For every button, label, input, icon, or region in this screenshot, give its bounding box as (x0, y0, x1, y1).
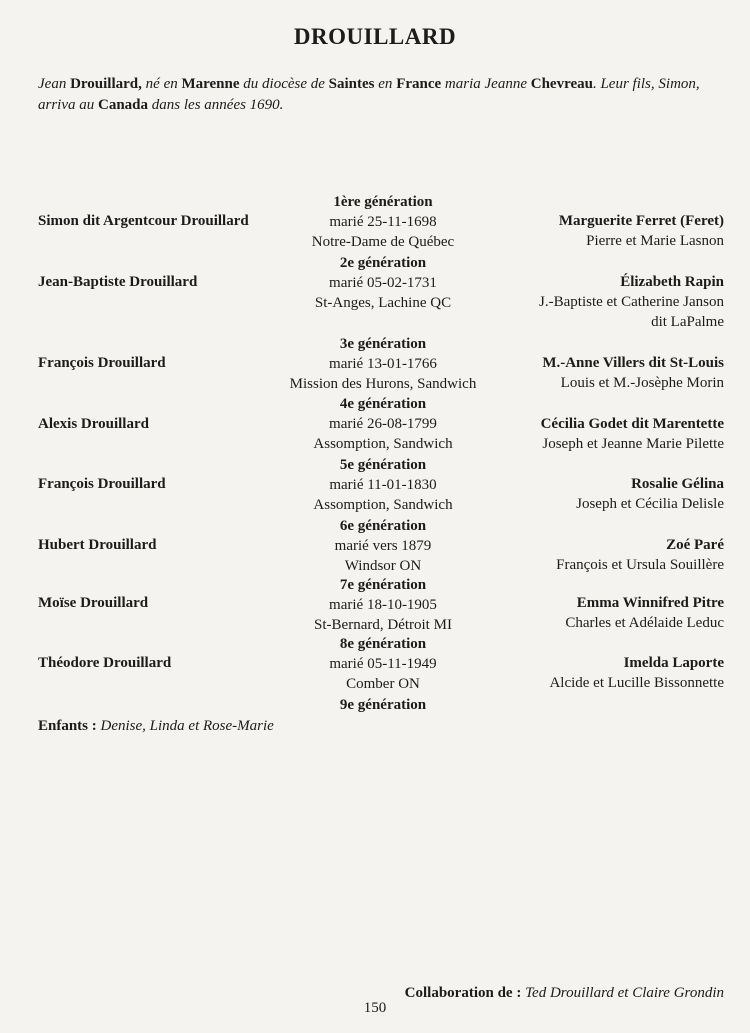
person-name: Simon dit Argentcour Drouillard (38, 213, 249, 229)
page-title: DROUILLARD (293, 24, 457, 49)
marriage-place: Notre-Dame de Québec (311, 234, 455, 250)
intro-bold: Drouillard, (70, 76, 142, 92)
generation-block (268, 455, 498, 515)
marriage-place: St-Anges, Lachine QC (314, 295, 452, 311)
spouse-parents-cont: dit LaPalme (651, 314, 724, 330)
generation-block (268, 695, 498, 715)
marriage-place: Comber ON (346, 676, 420, 692)
spouse-parents: J.-Baptiste et Catherine Janson (539, 294, 724, 310)
person-name: Hubert Drouillard (38, 537, 157, 553)
generation-title: 4e génération (339, 396, 427, 412)
children-line (38, 716, 274, 736)
spouse-block (484, 593, 724, 633)
page-number: 150 (363, 1000, 387, 1016)
spouse-parents: Charles et Adélaide Leduc (565, 615, 724, 631)
marriage-date: marié 26-08-1799 (329, 416, 437, 432)
marriage-date: marié 25-11-1698 (329, 214, 437, 230)
spouse-block (484, 353, 724, 393)
spouse-block (484, 272, 724, 332)
spouse-name: Marguerite Ferret (Feret) (558, 213, 724, 229)
spouse-name: Zoé Paré (666, 537, 724, 553)
generation-title: 2e génération (339, 255, 427, 271)
spouse-block (484, 414, 724, 454)
spouse-parents: François et Ursula Souillère (556, 557, 724, 573)
marriage-date: marié 05-11-1949 (329, 656, 437, 672)
person-name: François Drouillard (38, 476, 166, 492)
spouse-name: M.-Anne Villers dit St-Louis (542, 355, 724, 371)
marriage-date: marié vers 1879 (334, 538, 432, 554)
intro-text: en (374, 76, 397, 92)
generation-block (268, 334, 498, 394)
children-names: Denise, Linda et Rose-Marie (100, 718, 274, 734)
generation-title: 3e génération (339, 336, 427, 352)
person-name: Moïse Drouillard (38, 595, 149, 611)
marriage-date: marié 13-01-1766 (329, 356, 437, 372)
spouse-parents: Joseph et Cécilia Delisle (576, 496, 724, 512)
person-name: Jean-Baptiste Drouillard (38, 274, 198, 290)
intro-text: né en (141, 76, 182, 92)
intro-text: maria Jeanne (441, 76, 531, 92)
marriage-date: marié 18-10-1905 (329, 597, 437, 613)
spouse-block (484, 474, 724, 514)
collaboration-label: Collaboration de : (404, 985, 522, 1001)
generation-block (268, 516, 498, 576)
spouse-name: Rosalie Gélina (631, 476, 724, 492)
spouse-parents: Joseph et Jeanne Marie Pilette (542, 436, 724, 452)
generation-block (268, 394, 498, 454)
spouse-parents: Pierre et Marie Lasnon (586, 233, 724, 249)
marriage-place: Mission des Hurons, Sandwich (289, 376, 477, 392)
intro-bold: Saintes (328, 76, 375, 92)
spouse-block (484, 653, 724, 693)
spouse-name: Cécilia Godet dit Marentette (540, 416, 724, 432)
spouse-name: Élizabeth Rapin (620, 274, 724, 290)
spouse-parents: Louis et M.-Josèphe Morin (560, 375, 724, 391)
generation-block (268, 192, 498, 252)
intro-bold: Canada (98, 97, 149, 113)
marriage-place: St-Bernard, Détroit MI (314, 617, 452, 633)
spouse-block (484, 535, 724, 575)
generation-block (268, 634, 498, 694)
generation-title: 5e génération (339, 457, 427, 473)
spouse-block (484, 211, 724, 251)
person-name: Théodore Drouillard (38, 655, 172, 671)
generation-block (268, 253, 498, 313)
intro-bold: Marenne (181, 76, 240, 92)
spouse-name: Emma Winnifred Pitre (576, 595, 724, 611)
marriage-date: marié 11-01-1830 (329, 477, 437, 493)
intro-text: du diocèse de (239, 76, 329, 92)
marriage-place: Assomption, Sandwich (313, 436, 453, 452)
person-name: François Drouillard (38, 355, 166, 371)
generation-title: 7e génération (339, 577, 427, 593)
generation-title: 1ère génération (333, 194, 433, 210)
generation-title: 8e génération (339, 636, 427, 652)
generation-title: 9e génération (339, 697, 427, 713)
intro-bold: Chevreau (530, 76, 593, 92)
intro-paragraph (38, 74, 718, 116)
children-label: Enfants : (38, 718, 97, 734)
intro-text: . Leur fils, Simon, arriva au (38, 76, 700, 113)
intro-text: Jean (38, 76, 71, 92)
marriage-date: marié 05-02-1731 (329, 275, 437, 291)
intro-bold: France (396, 76, 442, 92)
collaboration-names: Ted Drouillard et Claire Grondin (525, 985, 724, 1001)
marriage-place: Windsor ON (344, 558, 422, 574)
generation-block (268, 575, 498, 635)
person-name: Alexis Drouillard (38, 416, 149, 432)
generation-title: 6e génération (339, 518, 427, 534)
intro-text: dans les années 1690. (148, 97, 284, 113)
marriage-place: Assomption, Sandwich (313, 497, 453, 513)
spouse-name: Imelda Laporte (623, 655, 724, 671)
spouse-parents: Alcide et Lucille Bissonnette (549, 675, 724, 691)
